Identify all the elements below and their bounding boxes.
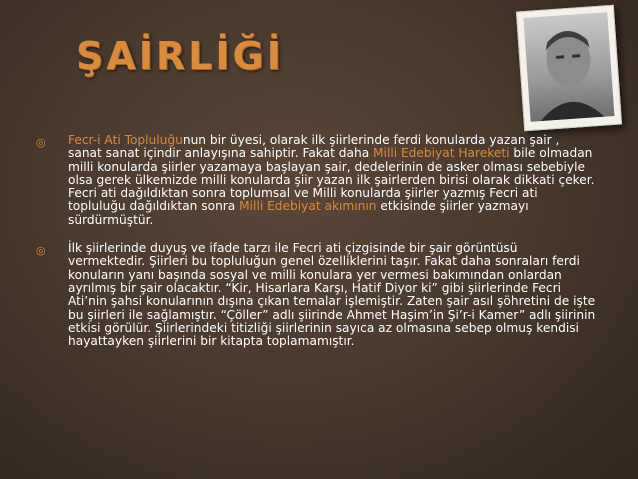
bullet-text bbox=[68, 242, 596, 348]
slide-title: ŞAİRLİĞİ bbox=[76, 34, 284, 78]
milli-edebiyat-hareketi-link[interactable]: Milli Edebiyat Hareketi bbox=[373, 146, 510, 161]
target-bullet-icon: ◎ bbox=[36, 136, 46, 149]
portrait-photo bbox=[516, 5, 622, 132]
target-bullet-icon: ◎ bbox=[36, 244, 46, 258]
bullet-text-segment: bile olmadan milli konularda şiirler yazamaya başlayan şair, dedelerinin de asker olması sebebiyle olsa gerek ülkemizde milli konularda şiir yazan ilk şairlerden birisi olarak dikkati çeker. Fecri ati dağıldıktan sonra toplumsal ve Milli konularda şiirler yazmış Fecri ati topluluğu dağıldıktan sonra bbox=[68, 146, 595, 214]
bullet-text bbox=[68, 134, 596, 227]
portrait-image bbox=[523, 12, 614, 122]
milli-edebiyat-akimi-link[interactable]: Milli Edebiyat akımının bbox=[239, 199, 377, 214]
fecr-i-ati-link[interactable]: Fecr-i Ati Topluluğu bbox=[68, 133, 183, 147]
bullet-item bbox=[36, 242, 596, 348]
bullet-text-segment: nun bir üyesi, olarak ilk şiirlerinde ferdi konularda yazan şair , sanat sanat içindir anlayışına sahiptir. Fakat daha bbox=[68, 133, 560, 161]
bullet-list bbox=[36, 134, 596, 348]
bullet-item bbox=[36, 134, 596, 227]
portrait-icon bbox=[523, 12, 614, 122]
bullet-text-segment: etkisinde şiirler yazmayı sürdürmüştür. bbox=[68, 199, 529, 227]
bullet-text-segment: İlk şiirlerinde duyuş ve ifade tarzı ile Fecri ati çizgisinde bir şair görüntüsü vermektedir. Şiirleri bu topluluğun genel özelliklerini taşır. Fakat daha sonraları ferdi konuların yanı başında sosyal ve milli konulara yer vermesi bakımından onlardan ayrılmış bir şair olacaktır. “Kir, Hisarlara Karşı, Hatif Diyor ki” gibi şiirlerinde Fecri Ati’nin şahsi konularının dışına çıkan temalar işlemiştir. Zaten şair asıl şöhretini de işte bu şiirleri ile sağlamıştır. “Çöller” adlı şiirinde Ahmet Haşim’in Şi’r-i Kamer” adlı şiirinin etkisi görülür. Şiirlerindeki titizliği şiirlerinin sayıca az olmasına sebep olmuş kendisi hayattayken şiirlerini bir kitapta toplamamıştır. bbox=[68, 241, 596, 349]
